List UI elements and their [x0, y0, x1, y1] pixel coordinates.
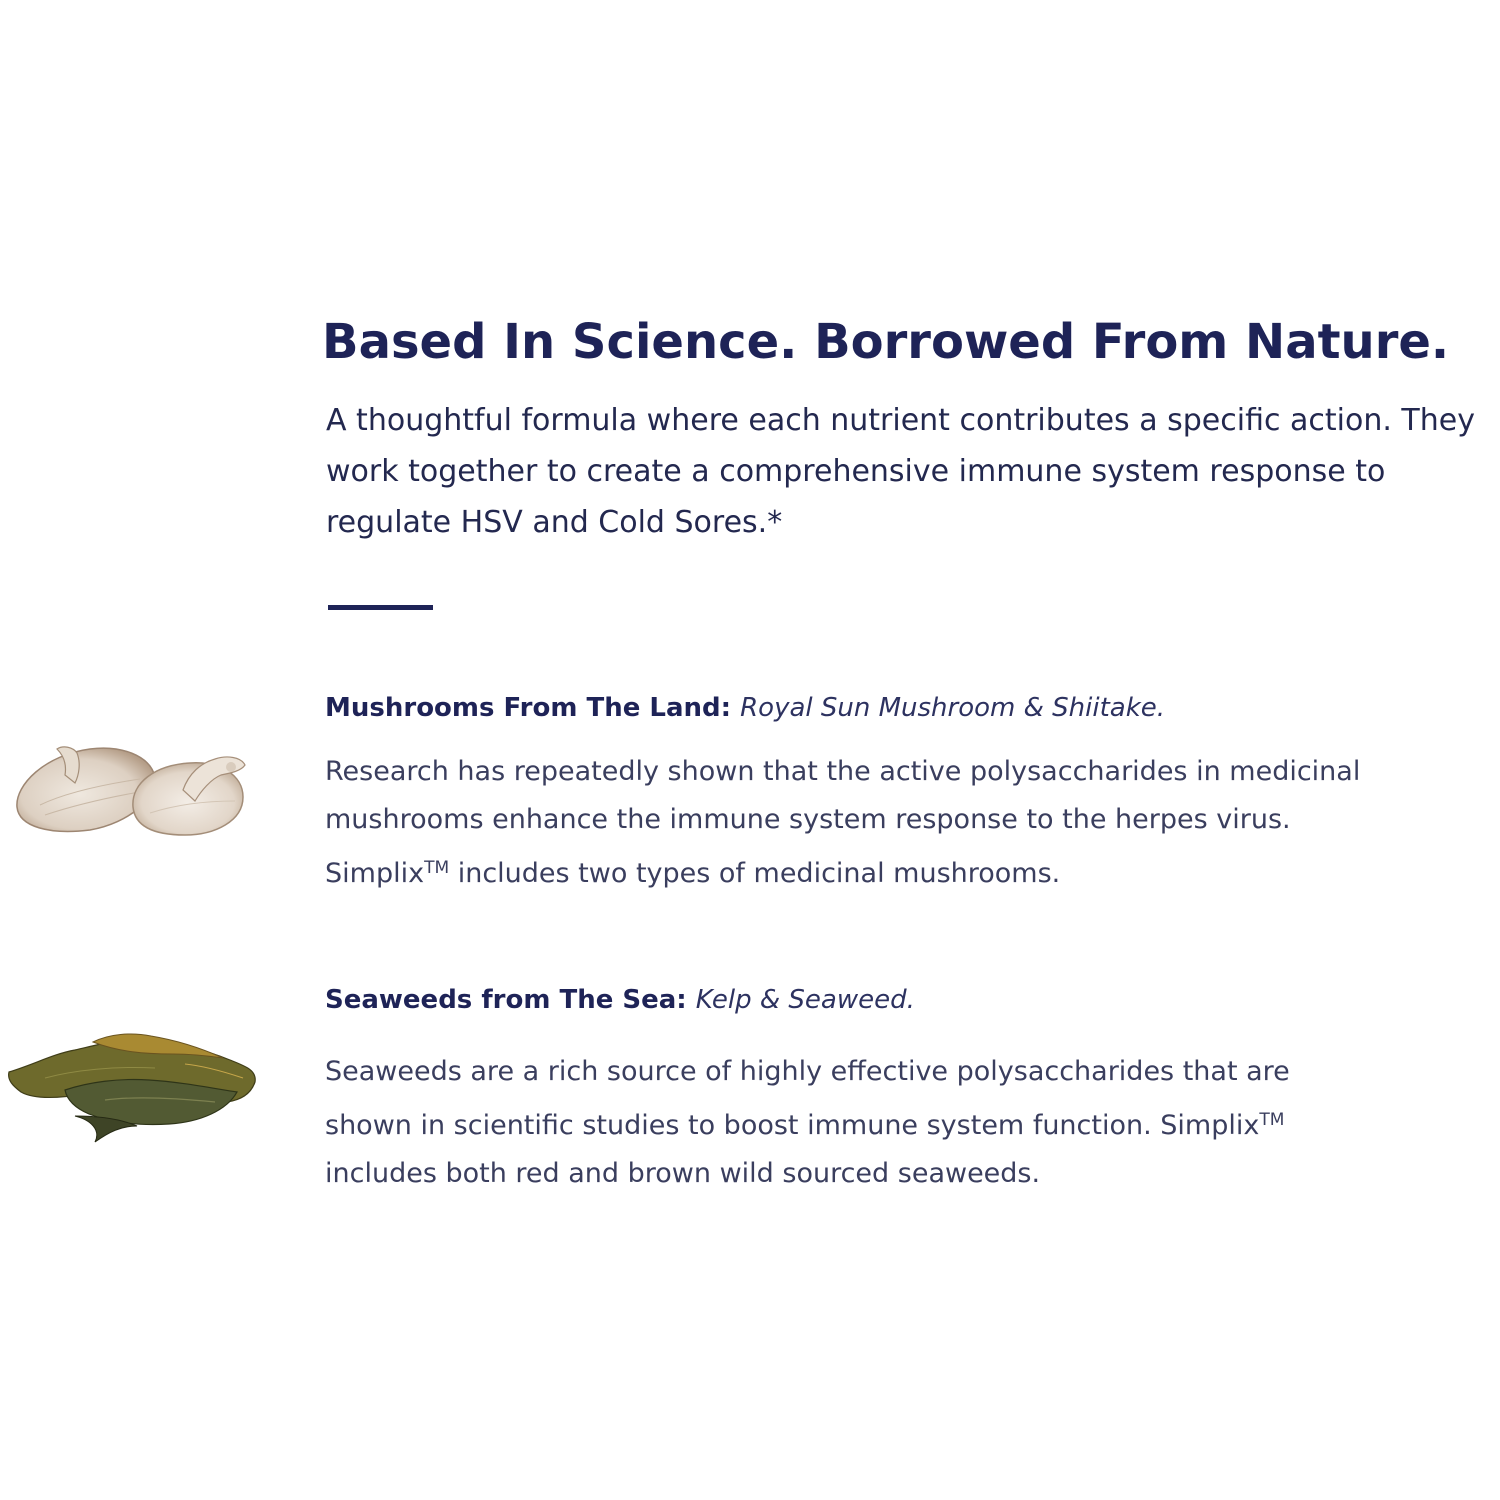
- page-headline: Based In Science. Borrowed From Nature.: [322, 314, 1450, 370]
- body-line: Seaweeds are a rich source of highly effective polysaccharides that are: [325, 1056, 1290, 1087]
- section-divider: [328, 605, 433, 610]
- body-line-text: shown in scientific studies to boost immune system function. Simplix: [325, 1110, 1260, 1141]
- section-title-seaweeds: [325, 982, 915, 1018]
- section-title-mushrooms: [325, 690, 1165, 726]
- body-line: includes both red and brown wild sourced seaweeds.: [325, 1158, 1041, 1189]
- section-subtitle: Kelp & Seaweed.: [695, 985, 915, 1015]
- intro-paragraph: A thoughtful formula where each nutrient contributes a specific action. They work together to create a comprehensive immune system response to regulate HSV and Cold Sores.*: [326, 403, 1475, 540]
- section-body-mushrooms: [325, 748, 1360, 898]
- brand-name: Simplix: [325, 858, 425, 889]
- seaweed-illustration: [5, 1030, 260, 1145]
- trademark-mark: TM: [1259, 1110, 1285, 1130]
- section-subtitle: Royal Sun Mushroom & Shiitake.: [740, 693, 1166, 723]
- trademark-mark: TM: [424, 858, 450, 878]
- body-line: mushrooms enhance the immune system response to the herpes virus.: [325, 804, 1291, 835]
- section-title-lead: Mushrooms From The Land:: [325, 693, 732, 723]
- body-line: Research has repeatedly shown that the active polysaccharides in medicinal: [325, 756, 1361, 787]
- section-body-seaweeds: [325, 1048, 1290, 1198]
- body-line: [325, 844, 1360, 898]
- section-title-lead: Seaweeds from The Sea:: [325, 985, 687, 1015]
- body-line: [325, 1096, 1290, 1150]
- body-line-tail: includes two types of medicinal mushrooms.: [449, 858, 1061, 889]
- mushroom-illustration: [5, 735, 250, 840]
